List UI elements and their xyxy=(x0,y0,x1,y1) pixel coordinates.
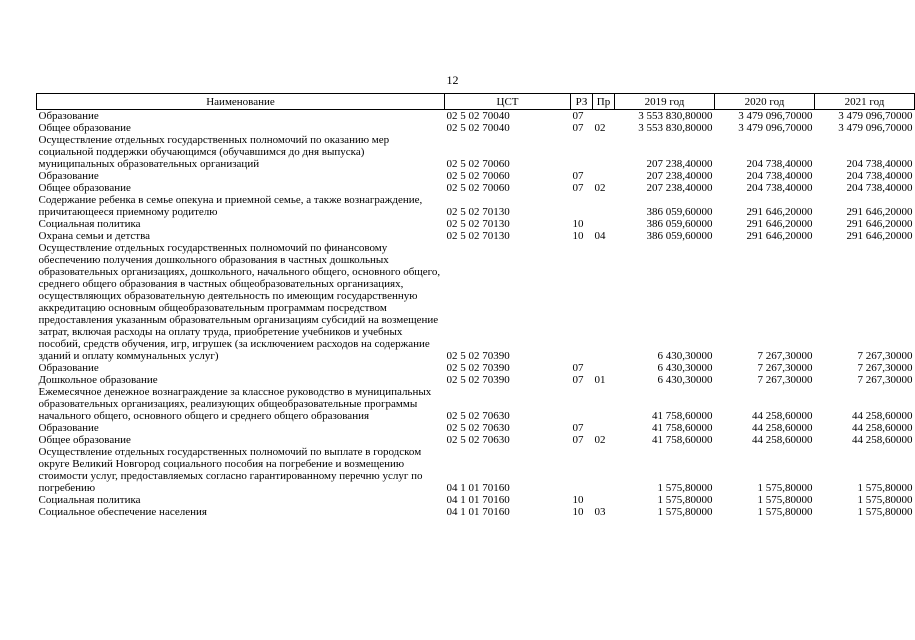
row-name-cell: Общее образование xyxy=(38,122,131,134)
row-2020-cell: 291 646,20000 xyxy=(746,218,813,230)
row-name-cell: Социальная политика xyxy=(38,494,141,506)
row-2020-cell: 7 267,30000 xyxy=(757,374,813,386)
row-2019-cell: 41 758,60000 xyxy=(652,410,713,422)
row-cst-cell: 02 5 02 70390 xyxy=(446,374,510,386)
row-2019-cell: 1 575,80000 xyxy=(657,494,713,506)
row-pr-cell xyxy=(593,422,615,434)
table-row xyxy=(37,494,915,506)
header-2019: 2019 год xyxy=(615,94,715,110)
row-cst-cell: 04 1 01 70160 xyxy=(446,494,510,506)
row-cst-cell: 02 5 02 70630 xyxy=(446,434,510,446)
row-rz-cell: 07 xyxy=(572,182,584,194)
row-cst-cell: 04 1 01 70160 xyxy=(446,482,510,494)
row-name-cell: Дошкольное образование xyxy=(38,374,158,386)
row-2021-cell: 3 479 096,70000 xyxy=(838,122,913,134)
row-pr-cell xyxy=(593,494,615,506)
row-pr-cell: 01 xyxy=(594,374,606,386)
row-2020-cell: 204 738,40000 xyxy=(746,170,813,182)
row-2019-cell: 207 238,40000 xyxy=(646,158,713,170)
row-2021-cell: 44 258,60000 xyxy=(852,422,913,434)
page-number: 12 xyxy=(446,73,459,87)
row-2019-cell: 386 059,60000 xyxy=(646,230,713,242)
row-2019-cell: 3 553 830,80000 xyxy=(638,110,713,122)
row-name-cell: Образование xyxy=(38,170,99,182)
row-2019-cell: 6 430,30000 xyxy=(657,350,713,362)
table-row xyxy=(37,446,915,494)
row-rz-cell: 07 xyxy=(572,170,584,182)
row-rz-cell xyxy=(571,446,593,494)
row-2019-cell: 207 238,40000 xyxy=(646,182,713,194)
row-rz-cell: 10 xyxy=(572,494,584,506)
row-pr-cell xyxy=(593,110,615,123)
row-cst-cell: 02 5 02 70060 xyxy=(446,182,510,194)
row-2021-cell: 44 258,60000 xyxy=(852,434,913,446)
row-pr-cell xyxy=(593,170,615,182)
row-2020-cell: 44 258,60000 xyxy=(752,410,813,422)
table-row xyxy=(37,374,915,386)
row-rz-cell xyxy=(571,194,593,218)
row-2020-cell: 204 738,40000 xyxy=(746,182,813,194)
header-cst: ЦСТ xyxy=(445,94,571,110)
row-cst-cell: 02 5 02 70130 xyxy=(446,206,510,218)
row-cst-cell: 02 5 02 70130 xyxy=(446,230,510,242)
row-cst-cell: 02 5 02 70630 xyxy=(446,410,510,422)
row-2019-cell: 386 059,60000 xyxy=(646,218,713,230)
row-name-cell: Социальная политика xyxy=(38,218,141,230)
row-name-cell: Образование xyxy=(38,110,99,122)
row-name-cell: Образование xyxy=(38,362,99,374)
header-2021: 2021 год xyxy=(815,94,915,110)
header-pr: Пр xyxy=(593,94,615,110)
row-2019-cell: 3 553 830,80000 xyxy=(638,122,713,134)
row-name-cell: Общее образование xyxy=(38,182,131,194)
row-pr-cell xyxy=(593,446,615,494)
row-rz-cell xyxy=(571,242,593,362)
row-pr-cell: 02 xyxy=(594,122,606,134)
table-row xyxy=(37,230,915,242)
row-2019-cell: 386 059,60000 xyxy=(646,206,713,218)
row-cst-cell: 02 5 02 70040 xyxy=(446,122,510,134)
row-2021-cell: 1 575,80000 xyxy=(857,494,913,506)
row-pr-cell xyxy=(593,134,615,170)
row-2021-cell: 1 575,80000 xyxy=(857,506,913,518)
row-2021-cell: 204 738,40000 xyxy=(846,170,913,182)
row-cst-cell: 02 5 02 70390 xyxy=(446,362,510,374)
row-cst-cell: 02 5 02 70060 xyxy=(446,170,510,182)
row-rz-cell xyxy=(571,386,593,422)
row-rz-cell: 07 xyxy=(572,362,584,374)
row-2021-cell: 204 738,40000 xyxy=(846,158,913,170)
table-row xyxy=(37,218,915,230)
header-2020: 2020 год xyxy=(715,94,815,110)
table-row xyxy=(37,434,915,446)
row-name-cell: Образование xyxy=(38,422,99,434)
row-rz-cell: 07 xyxy=(572,122,584,134)
row-name-cell: Осуществление отдельных государственных полномочий по оказанию мер социальной поддержки обучающимся (обучавшимся до дня выпуска) муниципальных образовательных организаций xyxy=(38,134,390,170)
row-2020-cell: 44 258,60000 xyxy=(752,422,813,434)
row-2020-cell: 204 738,40000 xyxy=(746,158,813,170)
table-row xyxy=(37,134,915,170)
row-2019-cell: 1 575,80000 xyxy=(657,482,713,494)
row-2021-cell: 7 267,30000 xyxy=(857,350,913,362)
row-2021-cell: 291 646,20000 xyxy=(846,218,913,230)
row-cst-cell: 02 5 02 70040 xyxy=(446,110,510,122)
row-2021-cell: 291 646,20000 xyxy=(846,206,913,218)
row-2020-cell: 1 575,80000 xyxy=(757,494,813,506)
row-rz-cell: 07 xyxy=(572,374,584,386)
table-row xyxy=(37,194,915,218)
row-2020-cell: 3 479 096,70000 xyxy=(738,122,813,134)
row-cst-cell: 02 5 02 70630 xyxy=(446,422,510,434)
row-2019-cell: 6 430,30000 xyxy=(657,362,713,374)
row-2020-cell: 3 479 096,70000 xyxy=(738,110,813,122)
row-2020-cell: 1 575,80000 xyxy=(757,482,813,494)
budget-table xyxy=(36,93,915,518)
row-2021-cell: 1 575,80000 xyxy=(857,482,913,494)
table-row xyxy=(37,170,915,182)
row-2020-cell: 44 258,60000 xyxy=(752,434,813,446)
row-name-cell: Охрана семьи и детства xyxy=(38,230,151,242)
row-2019-cell: 1 575,80000 xyxy=(657,506,713,518)
row-rz-cell: 10 xyxy=(572,230,584,242)
table-row xyxy=(37,362,915,374)
row-name-cell: Осуществление отдельных государственных полномочий по финансовому обеспечению получения дошкольного образования в частных дошкольных образовательных организациях, дошкольного, начального общего, основного общего, среднего общего образования в частных общеобразовательных организациях, осуществляющих образовательную деятельность по имеющим государственную аккредитацию основным общеобразовательным программам посредством предоставления указанным образовательным организациям субсидий на возмещение затрат, включая расходы на оплату труда, приобретение учебников и учебных пособий, средств обучения, игр, игрушек (за исключением расходов на содержание зданий и оплату коммунальных услуг) xyxy=(38,242,441,362)
header-rz: РЗ xyxy=(571,94,593,110)
row-rz-cell: 07 xyxy=(572,110,584,122)
row-rz-cell xyxy=(571,134,593,170)
row-2021-cell: 204 738,40000 xyxy=(846,182,913,194)
row-pr-cell xyxy=(593,194,615,218)
row-2019-cell: 41 758,60000 xyxy=(652,422,713,434)
row-rz-cell: 07 xyxy=(572,422,584,434)
table-row xyxy=(37,422,915,434)
row-cst-cell: 02 5 02 70060 xyxy=(446,158,510,170)
table-header-row xyxy=(37,94,915,110)
row-name-cell: Содержание ребенка в семье опекуна и приемной семье, а также вознаграждение, причитающееся приемному родителю xyxy=(38,194,423,218)
row-pr-cell: 02 xyxy=(594,182,606,194)
row-2020-cell: 1 575,80000 xyxy=(757,506,813,518)
row-rz-cell: 10 xyxy=(572,218,584,230)
table-row xyxy=(37,182,915,194)
row-pr-cell: 04 xyxy=(594,230,606,242)
row-2021-cell: 7 267,30000 xyxy=(857,362,913,374)
row-name-cell: Социальное обеспечение населения xyxy=(38,506,207,518)
row-pr-cell xyxy=(593,242,615,362)
row-pr-cell xyxy=(593,362,615,374)
row-cst-cell: 02 5 02 70130 xyxy=(446,218,510,230)
row-cst-cell: 04 1 01 70160 xyxy=(446,506,510,518)
row-pr-cell xyxy=(593,218,615,230)
header-name: Наименование xyxy=(37,94,445,110)
row-pr-cell: 02 xyxy=(594,434,606,446)
table-body xyxy=(37,110,915,519)
row-2021-cell: 291 646,20000 xyxy=(846,230,913,242)
row-2019-cell: 41 758,60000 xyxy=(652,434,713,446)
row-name-cell: Общее образование xyxy=(38,434,131,446)
row-2020-cell: 7 267,30000 xyxy=(757,350,813,362)
row-rz-cell: 10 xyxy=(572,506,584,518)
row-2020-cell: 291 646,20000 xyxy=(746,230,813,242)
table-row xyxy=(37,386,915,422)
row-2019-cell: 6 430,30000 xyxy=(657,374,713,386)
table-row xyxy=(37,242,915,362)
row-2021-cell: 3 479 096,70000 xyxy=(838,110,913,122)
row-rz-cell: 07 xyxy=(572,434,584,446)
row-name-cell: Осуществление отдельных государственных полномочий по выплате в городском округе Великий Новгород социального пособия на погребение и возмещению стоимости услуг, предоставляемых согласно гарантированному перечню услуг по погребению xyxy=(38,446,423,494)
row-2020-cell: 291 646,20000 xyxy=(746,206,813,218)
row-2021-cell: 7 267,30000 xyxy=(857,374,913,386)
row-2020-cell: 7 267,30000 xyxy=(757,362,813,374)
row-pr-cell xyxy=(593,386,615,422)
row-cst-cell: 02 5 02 70390 xyxy=(446,350,510,362)
table-row xyxy=(37,122,915,134)
row-name-cell: Ежемесячное денежное вознаграждение за классное руководство в муниципальных образовательных организациях, реализующих общеобразовательные программы начального общего, основного общего и среднего общего образования xyxy=(38,386,432,422)
table-row xyxy=(37,110,915,123)
row-2019-cell: 207 238,40000 xyxy=(646,170,713,182)
row-pr-cell: 03 xyxy=(594,506,606,518)
row-2021-cell: 44 258,60000 xyxy=(852,410,913,422)
table-row xyxy=(37,506,915,518)
